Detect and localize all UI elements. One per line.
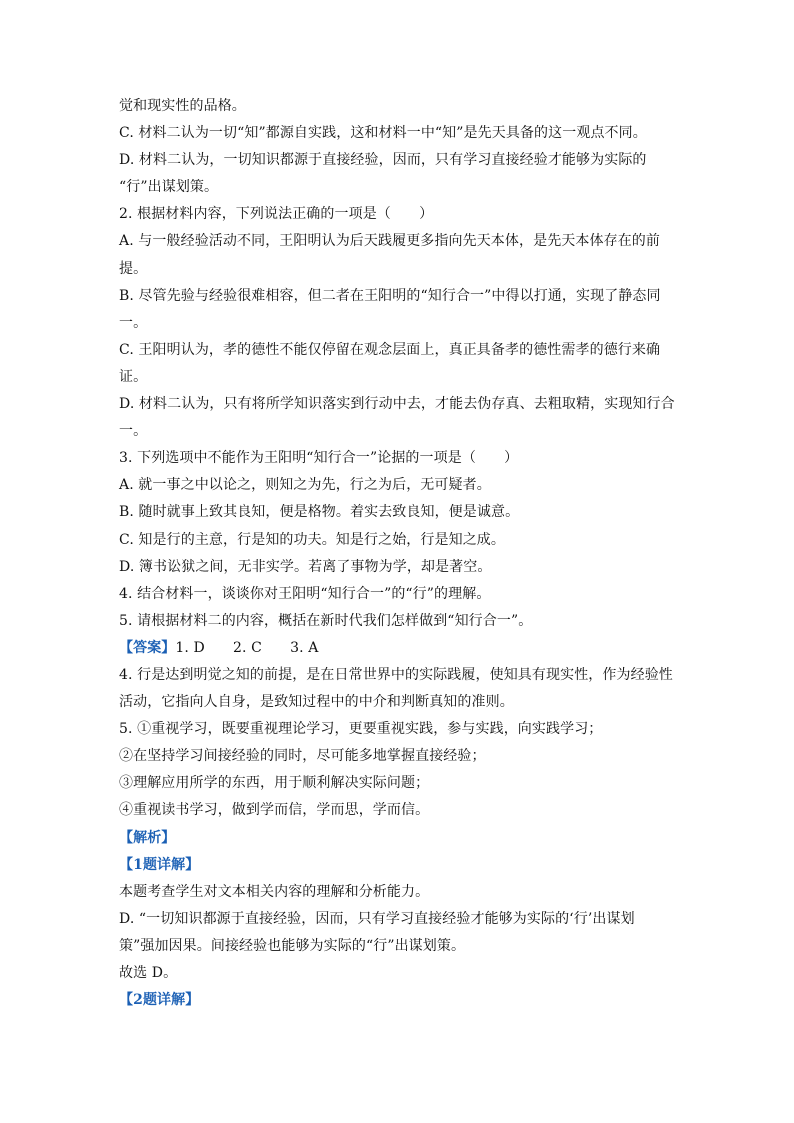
text-line	[119, 581, 689, 608]
text-line	[119, 93, 689, 120]
text-line	[119, 174, 689, 201]
text-line	[119, 770, 689, 797]
text-line	[119, 418, 689, 445]
line-text: 一。	[119, 423, 148, 440]
line-text: 策”强加因果。间接经验也能够为实际的“行”出谋划策。	[119, 937, 466, 954]
line-text: ②在坚持学习间接经验的同时，尽可能多地掌握直接经验；	[119, 748, 486, 765]
text-line	[119, 283, 689, 310]
text-line	[119, 364, 689, 391]
text-line	[119, 201, 689, 228]
line-text: 4. 行是达到明觉之知的前提，是在日常世界中的实际践履，使知具有现实性，作为经验性	[119, 666, 673, 683]
text-line	[119, 256, 689, 283]
text-line	[119, 797, 689, 824]
line-text: 一。	[119, 314, 148, 331]
section-label-line	[119, 825, 689, 852]
line-text: 5. 请根据材料二的内容，概括在新时代我们怎样做到“知行合一”。	[119, 612, 533, 629]
text-line	[119, 906, 689, 933]
document-body	[119, 93, 689, 1014]
text-line	[119, 120, 689, 147]
section-label: 【解析】	[119, 829, 176, 846]
text-line	[119, 337, 689, 364]
line-text: 1. D 2. C 3. A	[175, 639, 319, 656]
line-text: ④重视读书学习，做到学而信，学而思，学而信。	[119, 802, 430, 819]
text-line	[119, 527, 689, 554]
text-line	[119, 933, 689, 960]
text-line	[119, 472, 689, 499]
line-text: D. 材料二认为，只有将所学知识落实到行动中去，才能去伪存真、去粗取精，实现知行合	[119, 396, 675, 413]
section-label-line	[119, 987, 689, 1014]
section-label: 【1题详解】	[119, 856, 200, 873]
text-line	[119, 445, 689, 472]
line-text: C. 材料二认为一切“知”都源自实践，这和材料一中“知”是先天具备的这一观点不同。	[119, 125, 647, 142]
text-line	[119, 310, 689, 337]
text-line	[119, 689, 689, 716]
line-text: B. 随时就事上致其良知，便是格物。着实去致良知，便是诚意。	[119, 504, 520, 521]
line-text: 3. 下列选项中不能作为王阳明“知行合一”论据的一项是（ ）	[119, 450, 519, 467]
line-text: D. 材料二认为，一切知识都源于直接经验，因而，只有学习直接经验才能够为实际的	[119, 152, 647, 169]
line-text: “行”出谋划策。	[119, 179, 219, 196]
line-text: 活动，它指向人自身，是致知过程中的中介和判断真知的准则。	[119, 694, 514, 711]
text-line	[119, 554, 689, 581]
line-text: D. 簿书讼狱之间，无非实学。若离了事物为学，却是著空。	[119, 558, 492, 575]
text-line	[119, 391, 689, 418]
line-text: C. 王阳明认为，孝的德性不能仅停留在观念层面上，真正具备孝的德性需孝的德行来确	[119, 341, 661, 358]
line-text: 2. 根据材料内容，下列说法正确的一项是（ ）	[119, 206, 434, 223]
section-label-line	[119, 852, 689, 879]
line-text: A. 与一般经验活动不同，王阳明认为后天践履更多指向先天本体，是先天本体存在的前	[119, 233, 661, 250]
section-label-line	[119, 635, 689, 662]
text-line	[119, 499, 689, 526]
text-line	[119, 743, 689, 770]
line-text: B. 尽管先验与经验很难相容，但二者在王阳明的“知行合一”中得以打通，实现了静态同	[119, 287, 661, 304]
section-label: 【答案】	[119, 639, 176, 656]
text-line	[119, 879, 689, 906]
line-text: 觉和现实性的品格。	[119, 98, 246, 114]
line-text: A. 就一事之中以论之，则知之为先，行之为后，无可疑者。	[119, 477, 491, 494]
line-text: 证。	[119, 368, 148, 385]
text-line	[119, 716, 689, 743]
line-text: 故选 D。	[119, 965, 178, 981]
line-text: 4. 结合材料一，谈谈你对王阳明“知行合一”的“行”的理解。	[119, 585, 491, 602]
line-text: 5. ①重视学习，既要重视理论学习，更要重视实践，参与实践，向实践学习；	[119, 721, 603, 738]
section-label: 【2题详解】	[119, 992, 200, 1009]
text-line	[119, 147, 689, 174]
text-line	[119, 608, 689, 635]
line-text: ③理解应用所学的东西，用于顺利解决实际问题；	[119, 775, 430, 792]
text-line	[119, 960, 689, 987]
text-line	[119, 228, 689, 255]
line-text: D. “一切知识都源于直接经验，因而，只有学习直接经验才能够为实际的‘行’出谋划	[119, 910, 635, 927]
text-line	[119, 662, 689, 689]
line-text: 提。	[119, 260, 148, 277]
line-text: 本题考查学生对文本相关内容的理解和分析能力。	[119, 883, 430, 900]
line-text: C. 知是行的主意，行是知的功夫。知是行之始，行是知之成。	[119, 531, 506, 548]
